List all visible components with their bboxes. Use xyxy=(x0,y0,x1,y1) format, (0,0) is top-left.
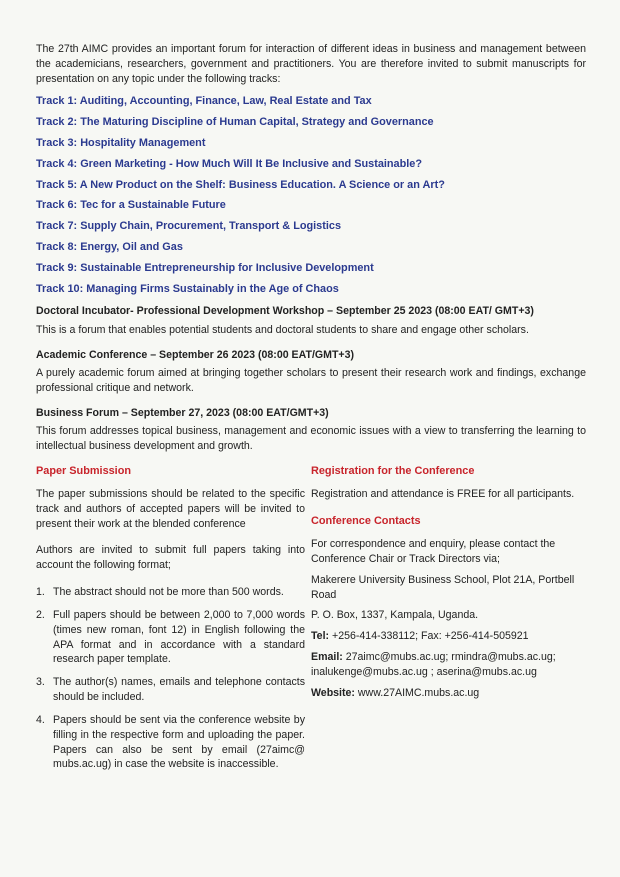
track-item: Track 10: Managing Firms Sustainably in the Age of Chaos xyxy=(36,282,339,295)
list-item xyxy=(36,675,305,705)
two-column-section xyxy=(36,464,586,781)
intro-paragraph: The 27th AIMC provides an important forum for interaction of different ideas in business and management between the academicians, researchers, government and practitioners. You are therefore invited to submit manuscripts for presentation on any topic under the following tracks: xyxy=(36,43,586,85)
website-link[interactable]: www.27AIMC.mubs.ac.ug xyxy=(357,686,480,699)
list-number: 2. xyxy=(36,608,45,621)
telephone-value: +256-414-338112; Fax: +256-414-505921 xyxy=(332,630,529,643)
tracks-list xyxy=(36,91,586,299)
event-doctoral-incubator xyxy=(36,304,586,337)
list-item xyxy=(36,608,305,667)
list-number: 1. xyxy=(36,586,45,599)
telephone-label: Tel: xyxy=(311,630,330,643)
track-item: Track 1: Auditing, Accounting, Finance, Law, Real Estate and Tax xyxy=(36,95,372,108)
track-item: Track 3: Hospitality Management xyxy=(36,137,206,150)
event-business-forum xyxy=(36,406,586,454)
telephone-line xyxy=(311,629,586,644)
address-line: Makerere University Business School, Plot 21A, Portbell Road xyxy=(311,573,575,601)
paper-submission-column xyxy=(36,464,305,781)
website-line xyxy=(311,686,586,701)
paper-format-intro: Authors are invited to submit full papers taking into account the following format; xyxy=(36,544,305,572)
list-number: 4. xyxy=(36,713,45,726)
event-title: Doctoral Incubator- Professional Development Workshop – September 25 2023 (08:00 EAT/ GMT+3) xyxy=(36,305,534,318)
event-description: This forum addresses topical business, management and economic issues with a view to transferring the learning to intellectual business development and growth. xyxy=(36,425,586,452)
email-line xyxy=(311,650,586,680)
email-value[interactable]: 27aimc@mubs.ac.ug; rmindra@mubs.ac.ug; inalukenge@mubs.ac.ug ; aserina@mubs.ac.ug xyxy=(311,651,556,678)
list-text: Full papers should be between 2,000 to 7,000 words (times new roman, font 12) in English following the APA format and in accordance with a standard research paper template. xyxy=(53,608,305,666)
event-title: Business Forum – September 27, 2023 (08:00 EAT/GMT+3) xyxy=(36,406,329,419)
event-description: This is a forum that enables potential students and doctoral students to share and engage other scholars. xyxy=(36,323,529,336)
paper-format-list xyxy=(36,585,305,772)
track-item: Track 5: A New Product on the Shelf: Business Education. A Science or an Art? xyxy=(36,178,445,191)
registration-contacts-column xyxy=(311,464,586,781)
event-title: Academic Conference – September 26 2023 (08:00 EAT/GMT+3) xyxy=(36,348,355,361)
po-box-line: P. O. Box, 1337, Kampala, Uganda. xyxy=(311,609,479,622)
paper-submission-heading: Paper Submission xyxy=(36,464,132,477)
email-label: Email: xyxy=(311,651,343,663)
list-text: The author(s) names, emails and telephone contacts should be included. xyxy=(53,676,305,704)
website-label: Website: xyxy=(311,686,355,699)
contacts-heading: Conference Contacts xyxy=(311,514,421,527)
track-item: Track 2: The Maturing Discipline of Human Capital, Strategy and Governance xyxy=(36,116,434,129)
event-academic-conference xyxy=(36,348,586,396)
track-item: Track 4: Green Marketing - How Much Will It Be Inclusive and Sustainable? xyxy=(36,157,423,170)
registration-heading: Registration for the Conference xyxy=(311,464,475,477)
track-item: Track 7: Supply Chain, Procurement, Transport & Logistics xyxy=(36,220,342,233)
list-item xyxy=(36,713,305,772)
list-number: 3. xyxy=(36,676,45,689)
list-text: Papers should be sent via the conference website by filling in the respective form and uploading the paper. Papers can also be sent by email (27aimc@ mubs.ac.ug) in case the website is inaccessible. xyxy=(53,713,305,771)
track-item: Track 9: Sustainable Entrepreneurship for Inclusive Development xyxy=(36,261,374,274)
contacts-intro: For correspondence and enquiry, please contact the Conference Chair or Track Directors via; xyxy=(311,538,556,565)
registration-text: Registration and attendance is FREE for all participants. xyxy=(311,487,575,500)
list-item xyxy=(36,585,305,600)
track-item: Track 6: Tec for a Sustainable Future xyxy=(36,199,226,212)
paper-submission-paragraph: The paper submissions should be related to the specific track and authors of accepted papers will be invited to present their work at the blended conference xyxy=(36,487,305,530)
track-item: Track 8: Energy, Oil and Gas xyxy=(36,241,183,254)
event-description: A purely academic forum aimed at bringing together scholars to present their research work and findings, exchange professional critique and network. xyxy=(36,367,586,394)
list-text: The abstract should not be more than 500 words. xyxy=(53,586,284,599)
